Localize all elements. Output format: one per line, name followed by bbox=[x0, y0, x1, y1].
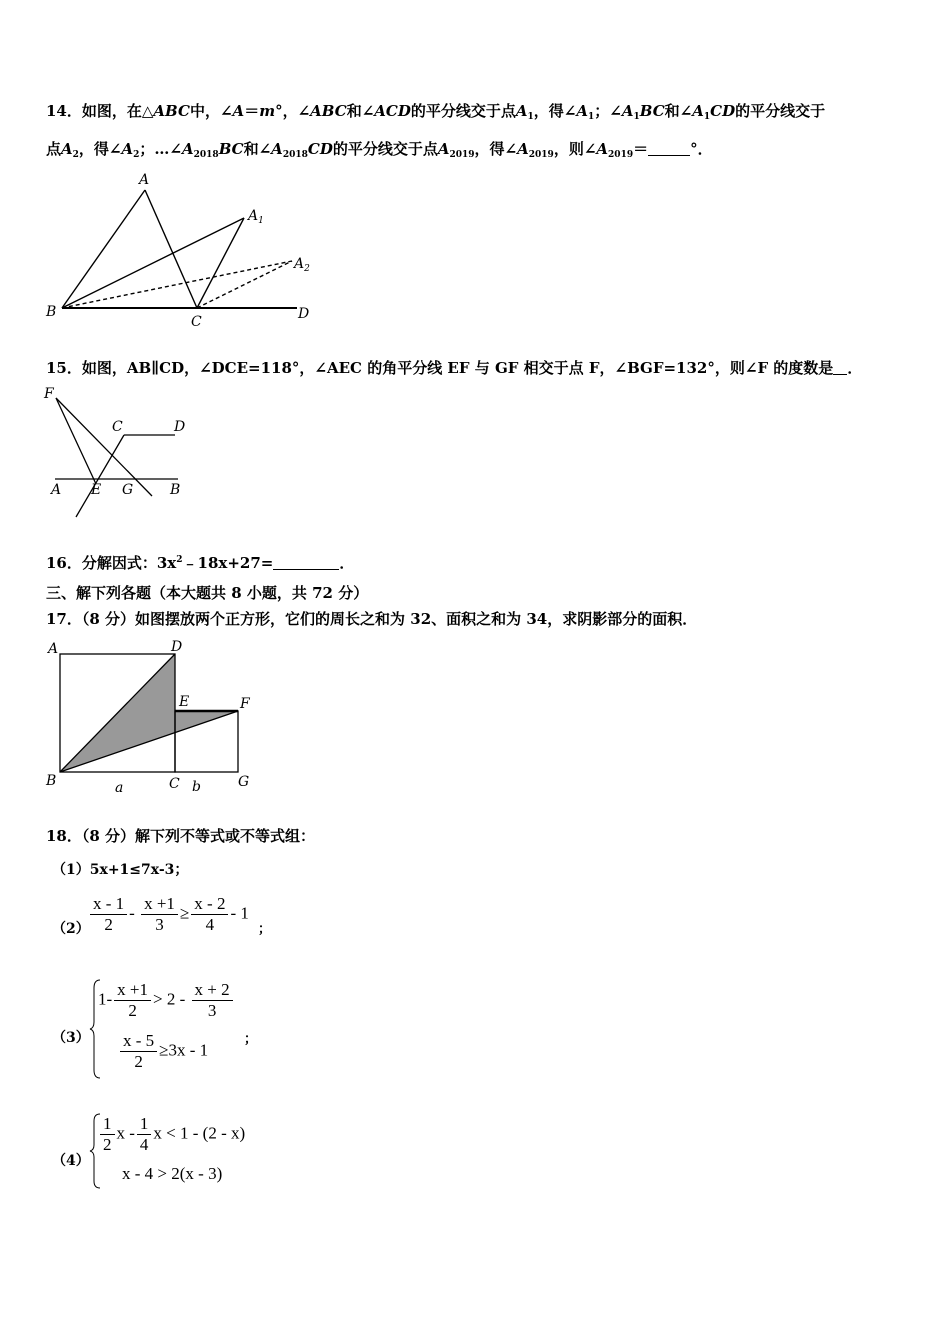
q18-part2-end: ； bbox=[258, 922, 272, 937]
q18-title: 18．（8 分）解下列不等式或不等式组： bbox=[46, 827, 316, 845]
label-f: F bbox=[240, 696, 250, 712]
label-a2: $A_2$ bbox=[294, 256, 310, 274]
label-d: D bbox=[174, 419, 186, 435]
label-c: C bbox=[169, 776, 180, 792]
q18-part4-label: （4） bbox=[52, 1153, 90, 1169]
line-fg bbox=[56, 398, 152, 496]
q14-line2: 点$A_2$，得$\angle A_2$；$\dots\angle A_{2018}BC$和$\angle A_{2018}CD$的平分线交于点$A_{2019}$，得$\angle A_{2019}$，则$\angle A_{2019}=$ °． bbox=[46, 140, 713, 160]
answer-blank[interactable] bbox=[833, 360, 847, 375]
label-a1: $A_1$ bbox=[248, 208, 264, 226]
q18-part2-expr: $\frac{x - 1}{2}$ - $\frac{x +1}{3}$ ≥ $\frac{x - 2}{4}$ - 1 bbox=[88, 894, 249, 935]
segment-ac bbox=[145, 190, 197, 308]
segment-a1c bbox=[197, 218, 244, 308]
segment-ca2 bbox=[197, 261, 292, 308]
label-side-b: b bbox=[192, 779, 201, 795]
label-a: A bbox=[139, 172, 150, 188]
q14-figure bbox=[40, 168, 330, 330]
label-g: G bbox=[238, 774, 250, 790]
label-d: D bbox=[171, 639, 183, 655]
label-e: E bbox=[179, 694, 190, 710]
label-a: A bbox=[48, 641, 59, 657]
q18-part1: （1）5x+1≤7x-3； bbox=[52, 862, 189, 878]
label-e: E bbox=[91, 482, 102, 498]
segment-ba bbox=[62, 190, 145, 308]
q18-part4-row1: $\frac{1}{2}$ x - $\frac{1}{4}$ x < 1 - (2 - x) bbox=[98, 1114, 245, 1155]
segment-ba1 bbox=[62, 218, 244, 308]
q15-figure bbox=[40, 384, 200, 524]
label-side-a: a bbox=[115, 780, 124, 796]
answer-blank[interactable] bbox=[273, 555, 339, 570]
label-b: B bbox=[46, 304, 57, 320]
label-c: C bbox=[191, 314, 202, 330]
label-b: B bbox=[46, 773, 57, 789]
q18-part3-label: （3） bbox=[52, 1030, 90, 1046]
q18-part2-label: （2） bbox=[52, 921, 90, 937]
line-ec bbox=[76, 435, 124, 517]
label-f: F bbox=[44, 386, 54, 402]
q15-text: 15．如图，AB∥CD，∠DCE=118°，∠AEC 的角平分线 EF 与 GF 相交于点 F，∠BGF=132°，则∠F 的度数是 ． bbox=[46, 359, 863, 377]
label-d: D bbox=[298, 306, 310, 322]
q18-part3-end: ； bbox=[244, 1032, 258, 1047]
label-b: B bbox=[170, 482, 181, 498]
q14-line1: 14．如图，在△ABC中，∠A＝m°，∠ABC和∠ACD的平分线交于点$A_1$，得$\angle A_1$；$\angle A_1BC$和$\angle A_1CD$的平分线交于 bbox=[46, 102, 826, 122]
line-fe bbox=[56, 398, 96, 484]
segment-ba2 bbox=[62, 261, 292, 308]
label-g: G bbox=[122, 482, 134, 498]
q17-text: 17．（8 分）如图摆放两个正方形，它们的周长之和为 32、面积之和为 34，求阴影部分的面积． bbox=[46, 610, 698, 628]
label-c: C bbox=[112, 419, 123, 435]
answer-blank[interactable] bbox=[648, 141, 690, 156]
section-title: 三、解下列各题（本大题共 8 小题，共 72 分） bbox=[46, 584, 369, 602]
q17-figure bbox=[40, 636, 260, 798]
shaded-region bbox=[60, 654, 238, 772]
q16-text: 16．分解因式：$3x^2﹣18x+27=$ ． bbox=[46, 554, 355, 572]
q18-part3-row2: $\frac{x - 5}{2}$ ≥3x - 1 bbox=[118, 1031, 208, 1072]
label-a: A bbox=[51, 482, 62, 498]
q18-part4-row2: x - 4 > 2(x - 3) bbox=[122, 1164, 223, 1183]
q18-part3-row1: 1- $\frac{x +1}{2}$ > 2 - $\frac{x + 2}{3}$ bbox=[98, 980, 235, 1021]
